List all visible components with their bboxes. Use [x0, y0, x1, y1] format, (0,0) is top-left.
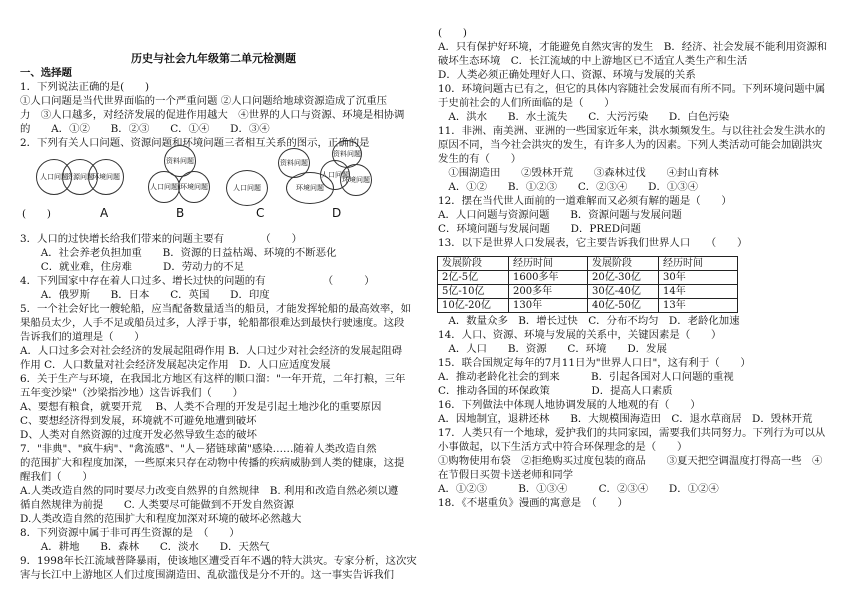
- table-header: 发展阶段: [438, 257, 509, 271]
- table-cell: 5亿-10亿: [438, 285, 509, 299]
- diagram-c-label: C: [256, 206, 265, 220]
- table-header: 发展阶段: [588, 257, 659, 271]
- question-text-line: 发生的有（ ）: [438, 153, 522, 165]
- question-text-line: 4．下列国家中存在着人口过多、增长过快的问题的有 （ ）: [20, 275, 375, 287]
- question-text-line: 五年变沙梁"（沙梁指沙地）这告诉我们（ ）: [20, 387, 243, 399]
- question-text-line: 害与长江中上游地区人们过度围湖造田、乱砍滥伐是分不开的。这一事实告诉我们: [20, 569, 395, 581]
- table-cell: 130年: [509, 299, 588, 313]
- question-text-line: A．社会养老负担加重 B．资源的日益枯竭、环境的不断恶化: [20, 247, 337, 259]
- table-cell: 20亿-30亿: [588, 271, 659, 285]
- question-text-line: A．俄罗斯 B．日本 C．英国 D．印度: [20, 289, 270, 301]
- table-cell: 13年: [659, 299, 738, 313]
- question-text-line: C．环境问题与发展问题 D．PRED问题: [438, 223, 641, 235]
- diagram-d: [314, 140, 384, 210]
- question-text-line: 15．联合国规定每年的7月11日为"世界人口日"，这有利于（ ）: [438, 357, 751, 369]
- question-text-line: C．推动各国的环保政策 D．提高人口素质: [438, 385, 673, 397]
- question-text-line: ( ): [438, 27, 467, 39]
- question-text-line: D、人类对自然资源的过度开发必然导致生态的破坏: [20, 429, 257, 441]
- question-text-line: A．只有保护好环境，才能避免自然灾害的发生 B．经济、社会发展不能利用资源和: [438, 41, 828, 53]
- diagram-d-resource: 资料问题: [332, 140, 362, 168]
- question-text-line: 醒我们（ ）: [20, 471, 93, 483]
- table-cell: 30年: [659, 271, 738, 285]
- question-text-line: 9．1998年长江流域普降暴雨，使该地区遭受百年不遇的特大洪灾。专家分析，这次灾: [20, 555, 417, 567]
- table-row: [438, 285, 738, 299]
- question-text-line: A．因地制宜，退耕还林 B．大规模围海造田 C．退水草商居 D．毁林开荒: [438, 413, 813, 425]
- question-text-line: 一、选择题: [20, 67, 72, 79]
- table-cell: 10亿-20亿: [438, 299, 509, 313]
- question-text-line: 13．以下是世界人口发展表，它主要告诉我们世界人口 （ ）: [438, 237, 748, 249]
- table-cell: 2亿-5亿: [438, 271, 509, 285]
- question-text-line: 2．下列有关人口问题、资源问题和环境问题三者相互关系的图示，正确的是: [20, 137, 370, 149]
- question-text-line: D.人类改造自然的范围扩大和程度加深对环境的破坏必然越大: [20, 513, 302, 525]
- question-text-line: 11．非洲、南美洲、亚洲的一些国家近年来，洪水频频发生。与以往社会发生洪水的: [438, 125, 826, 137]
- question-text-line: 果船员太少，人手不足或船员过多，人浮于事，轮船都很难达到最快行驶速度。这段: [20, 317, 405, 329]
- table-cell: 30亿-40亿: [588, 285, 659, 299]
- question-text-line: A.人类改造自然的同时要尽力改变自然界的自然规律 B. 利用和改造自然必须以遵: [20, 485, 399, 497]
- diagram-a-environment: 环境问题: [88, 159, 124, 195]
- question-text-line: 作用 C．人口数量对社会经济发展起决定作用 D．人口应适度发展: [20, 359, 331, 371]
- table-cell: 40亿-50亿: [588, 299, 659, 313]
- question-text-line: 1．下列说法正确的是( ): [20, 81, 150, 93]
- question-text-line: A．人口过多会对社会经济的发展起阻碍作用 B．人口过少对社会经济的发展起阻碍: [20, 345, 403, 357]
- diagram-d-population: 人口问题: [320, 160, 350, 190]
- diagram-b-population: 人口问题: [148, 171, 180, 203]
- diagram-a-population: 人口问题: [36, 159, 72, 195]
- table-cell: 1600多年: [509, 271, 588, 285]
- question-text-line: 8．下列资源中属于非可再生资源的是 （ ）: [20, 527, 240, 539]
- population-table: [437, 256, 738, 313]
- question-text-line: 12．摆在当代世人面前的一道难解而又必须有解的题是（ ）: [438, 195, 732, 207]
- question-text-line: C．就业难，住房难 D．劳动力的不足: [20, 261, 245, 273]
- question-text-line: ①围湖造田 ②毁林开荒 ③森林过伐 ④封山育林: [438, 167, 719, 179]
- question-text-line: A．耕地 B．森林 C．淡水 D．天然气: [20, 541, 270, 553]
- question-text-line: ①人口问题是当代世界面临的一个严重问题 ②人口问题给地球资源造成了沉重压: [20, 95, 387, 107]
- question-text-line: 的范围扩大和程度加深，一些原来只存在动物中传播的疾病威胁到人类的健康，这提: [20, 457, 405, 469]
- diagram-d-label: D: [332, 206, 342, 220]
- table-row: [438, 271, 738, 285]
- question-text-line: 18．《不堪重负》漫画的寓意是 （ ）: [438, 497, 628, 509]
- question-text-line: 告诉我们的道理是（ ）: [20, 331, 145, 343]
- question-text-line: 在节假日买贺卡送老师和同学: [438, 469, 574, 481]
- question-text-line: A．推动老龄化社会的到来 B．引起各国对人口问题的重视: [438, 371, 734, 383]
- question-text-line: 破坏生态环境 C．长江流域的中上游地区已不适宜人类生产和生活: [438, 55, 748, 67]
- question-text-line: 的 A．①② B．②③ C．①④ D．③④: [20, 123, 270, 135]
- diagram-d-environment: 环境问题: [340, 164, 372, 196]
- question-text-line: 小事做起，以下生活方式中符合环保理念的是（ ）: [438, 441, 688, 453]
- table-header: 经历时间: [509, 257, 588, 271]
- question-text-line: A．数量众多 B．增长过快 C．分布不均匀 D．老龄化加速: [438, 315, 740, 327]
- table-cell: 14年: [659, 285, 738, 299]
- diagram-b: [142, 145, 222, 207]
- diagram-c-population: 人口问题: [226, 170, 268, 206]
- diagram-b-resource: 资料问题: [164, 145, 196, 177]
- question-text-line: 14．人口、资源、环境与发展的关系中，关键因素是（ ）: [438, 329, 722, 341]
- question-text-line: A．①② B．①②③ C．②③④ D．①③④: [438, 181, 699, 193]
- diagram-a: [36, 155, 136, 205]
- question-text-line: D．人类必须正确处理好人口、资源、环境与发展的关系: [438, 69, 696, 81]
- question-text-line: 16．下列做法中体现人地协调发展的人地观的有（ ）: [438, 399, 701, 411]
- diagram-a-label: A: [100, 206, 109, 220]
- question-text-line: A．人口问题与资源问题 B．资源问题与发展问题: [438, 209, 682, 221]
- question-text-line: 力 ③人口越多，对经济发展的促进作用越大 ④世界的人口与资源、环境是相协调: [20, 109, 405, 121]
- table-header-row: [438, 257, 738, 271]
- question-text-line: 17．人类只有一个地球，爱护我们的共同家园，需要我们共同努力。下列行为可以从: [438, 427, 826, 439]
- question-text-line: ①购物使用布袋 ②拒绝购买过度包装的商品 ③夏天把空调温度打得高一些 ④: [438, 455, 823, 467]
- question-text-line: 10．环境问题古已有之，但它的具体内容随社会发展而有所不同。下列环境问题中属: [438, 83, 826, 95]
- diagram-b-environment: 环境问题: [178, 171, 210, 203]
- table-cell: 200多年: [509, 285, 588, 299]
- table-row: [438, 299, 738, 313]
- question-text-line: 6．关于生产与环境，在我国北方地区有这样的顺口溜："一年开荒，二年打粮，三年: [20, 373, 406, 385]
- page-title: 历史与社会九年级第二单元检测题: [131, 52, 296, 65]
- question-text-line: C、要想经济得到发展，环境就不可避免地遭到破坏: [20, 415, 257, 427]
- question-text-line: A．人口 B．资源 C．环境 D．发展: [438, 343, 667, 355]
- question-text-line: A．洪水 B．水土流失 C．大污污染 D．白色污染: [438, 111, 730, 123]
- question-text-line: 5．一个社会好比一艘轮船，应当配备数量适当的船员，才能发挥轮船的最高效率，如: [20, 303, 412, 315]
- diagram-b-label: B: [176, 206, 185, 220]
- question-text-line: 于史前社会的人们所面临的是（ ）: [438, 97, 615, 109]
- question-text-line: A、要想有粮食，就要开荒 B、人类不合理的开发是引起土地沙化的重要原因: [20, 401, 382, 413]
- question-text-line: 原因不同，当今社会洪灾的发生，有许多人为的因素。下列人类活动可能会加剧洪灾: [438, 139, 823, 151]
- question-text-line: 7．"非典"、"疯牛病"、"禽流感"、"人－猪链球菌"感染……随着人类改造自然: [20, 443, 377, 455]
- diagram-a-resource: 资源问题: [62, 159, 98, 195]
- diagram-c-environment: 环境问题: [286, 172, 334, 204]
- table-header: 经历时间: [659, 257, 738, 271]
- question-text-line: A．①②③ B．①③④ C．②③④ D．①②④: [438, 483, 719, 495]
- question-text-line: 循自然规律为前提 C. 人类要尽可能做到不开发自然资源: [20, 499, 294, 511]
- q2-answer-paren: ( ): [22, 208, 51, 220]
- diagram-c-resource: 资料问题: [278, 148, 310, 178]
- question-text-line: 3．人口的过快增长给我们带来的问题主要有 （ ）: [20, 233, 302, 245]
